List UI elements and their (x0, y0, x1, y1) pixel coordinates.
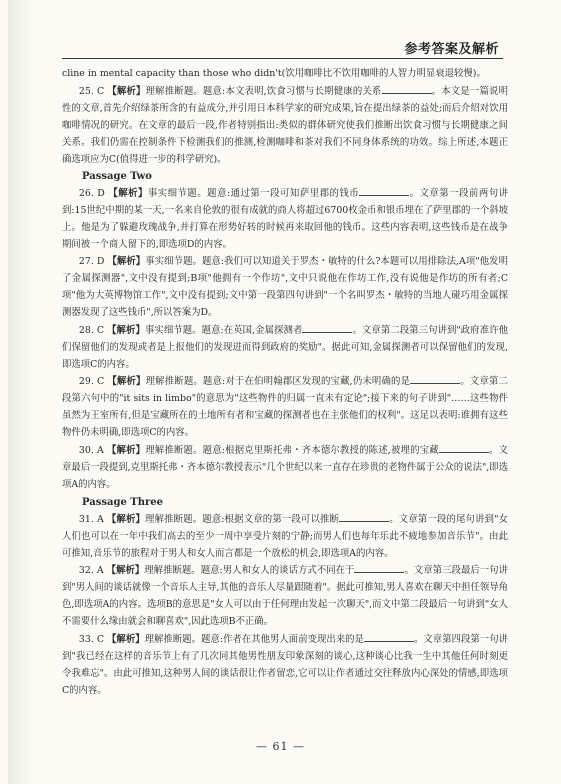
answer-26 (62, 185, 508, 254)
answer-32 (62, 562, 508, 631)
answer-number: 28. C (78, 324, 105, 336)
answer-blank (359, 185, 409, 196)
answer-29 (62, 373, 508, 442)
answer-text: 。文章第四段第一句讲到"我已经在这样的音乐节上有了几次同其他男性朋友印象深刻的谈心,这种谈心比我一生中其他任何时刻更令我难忘"。由此可推知,这种男人间的谈话很让作者留恋,它可以让作者通过交往释放内心深处的情感,即选项C的内容。 (62, 634, 508, 696)
passage-two-heading: Passage Two (82, 171, 152, 183)
answer-text: 事实细节题。题意:我们可以知道关于罗杰・敏特的什么?本题可以用排除法,A项"他发明了金属探测器",文中没有提到;B项"他拥有一个作坊",文中只说他在作坊工作,没有说他是作坊的所有者;C项"他为大英博物馆工作",文中没有提到;文中第一段第四句讲到"一个名叫罗杰・敏特的当地人碰巧用金属探测器发现了这些钱币",所以答案为D。 (62, 256, 508, 318)
answer-blank (364, 631, 414, 642)
answer-text: 。本文是一篇说明性的文章,首先介绍绿茶所含的有益成分,并引用日本科学家的研究成果,旨在提出绿茶的益处;而后介绍对饮用咖啡情况的研究。在文章的最后一段,作者特别指出:类似的群体研究使我们推断出饮食习惯与长期健康之间关系。我们仍需在控制条件下检测我们的推测,检测咖啡和茶对我们不同身体系统的功效。综上所述,本题正确选项应为C(值得进一步的科学研究)。 (62, 85, 508, 165)
page-header (62, 38, 503, 60)
page-number: — 61 — (256, 740, 305, 753)
header-rule (62, 58, 503, 59)
analysis-tag: 【解析】 (106, 513, 146, 525)
answer-text: 理解推断题。题意:本文表明,饮食习惯与长期健康的关系 (145, 85, 382, 97)
answer-27 (62, 254, 508, 322)
answer-number: 26. D (78, 188, 105, 200)
answer-31 (62, 511, 508, 563)
answer-text: 。文章第三段最后一句讲到"男人间的谈话就像一个音乐人主导,其他的音乐人尽量跟随着"。据此可推知,男人喜欢在聊天中担任领导角色,即选项A的内容。选项B的意思是"女人可以由于任何理由发起一次聊天",而文中第二段最后一句讲到"女人不需要什么缘由就会和聊喜欢",因此选项B不正确。 (62, 565, 508, 628)
answer-text: 理解推断题。题意:根据文章的第一段可以推断 (145, 513, 340, 525)
header-title: 参考答案及解析 (404, 42, 499, 57)
analysis-tag: 【解析】 (107, 324, 145, 336)
answer-blank (382, 83, 432, 94)
answer-number: 25. C (78, 85, 105, 97)
answer-text: 理解推断题。题意:男人和女人的谈话方式不同在于 (144, 565, 355, 577)
analysis-tag: 【解析】 (106, 565, 145, 577)
analysis-tag: 【解析】 (107, 634, 145, 646)
analysis-tag: 【解析】 (107, 376, 146, 388)
answer-content (62, 66, 508, 700)
answer-blank (439, 442, 489, 453)
intro-line: cline in mental capacity than those who didn't(饮用咖啡比不饮用咖啡的人智力明显衰退较慢)。 (62, 68, 486, 79)
answer-number: 27. D (78, 256, 105, 268)
answer-blank (354, 562, 404, 573)
answer-25 (62, 83, 508, 169)
answer-30 (62, 442, 508, 494)
answer-number: 32. A (78, 565, 104, 577)
answer-text: 。文章第一段前两句讲到:15世纪中期的某一天,一名来自伦敦的很有成就的商人将超过6700枚金币和银币埋在了萨里郡的一个斜坡上。他是为了躲避玫瑰战争,并打算在形势好转的时候再来取回他的钱币。这些内容表明,这些钱币是在战争期间被一个商人留下的,即选项D的内容。 (62, 188, 508, 251)
answer-28 (62, 322, 508, 374)
answer-text: 理解推断题。题意:作者在其他男人面前变现出来的是 (144, 634, 364, 646)
analysis-tag: 【解析】 (108, 188, 148, 200)
answer-number: 33. C (78, 634, 104, 646)
answer-text: 。文章第二段第三句讲到"政府准许他们保留他们的发现或者是上报他们的发现进而得到政府的奖励"。据此可知,金属探测者可以保留他们的发现,即选项C的内容。 (62, 324, 508, 370)
page-binding-shadow (8, 0, 36, 784)
answer-number: 31. A (78, 513, 104, 525)
answer-blank (302, 322, 352, 333)
answer-blank (339, 511, 389, 522)
answer-text: 理解推断题。题意:对于在伯明翰郡区发现的宝藏,仍未明确的是 (145, 376, 411, 388)
answer-number: 30. A (78, 445, 104, 457)
answer-text: 理解推断题。题意:根据克里斯托弗・齐本德尔教授的陈述,被埋的宝藏 (145, 445, 439, 457)
answer-33 (62, 631, 508, 700)
answer-text: 。文章最后一段提到,克里斯托弗・齐本德尔教授表示"几个世纪以来一直存在珍贵的老物件属于公众的说法",即选项A的内容。 (62, 445, 508, 490)
answer-number: 29. C (78, 376, 105, 388)
answer-text: 事实细节题。题意:在英国,金属探测者 (144, 324, 303, 336)
answer-text: 。文章第二段第六句中的"it sits in limbo"的意思为"这些物件的归属一直未有定论";接下来的句子讲到"……这些物件虽然为王室所有,但是宝藏所在的土地所有者和宝藏的探测者也在主张他们的权利"。这足以表明:谁拥有这些物件仍未明确,即选项C的内容。 (62, 376, 508, 439)
answer-text: 事实细节题。题意:通过第一段可知萨里郡的钱币 (147, 188, 360, 200)
answer-blank (410, 373, 460, 384)
answer-text: 。文章第一段的尾句讲到"女人们也可以在一年中我们高去的至少一周中享受片刻的宁静;而男人们也每年乐此不疲地参加音乐节"。由此可推知,音乐节的旅程对于男人和女人而言都是一个放松的机会,即选项A的内容。 (62, 513, 508, 559)
analysis-tag: 【解析】 (107, 85, 146, 97)
analysis-tag: 【解析】 (106, 445, 146, 457)
passage-three-heading: Passage Three (82, 496, 164, 508)
analysis-tag: 【解析】 (107, 256, 146, 268)
